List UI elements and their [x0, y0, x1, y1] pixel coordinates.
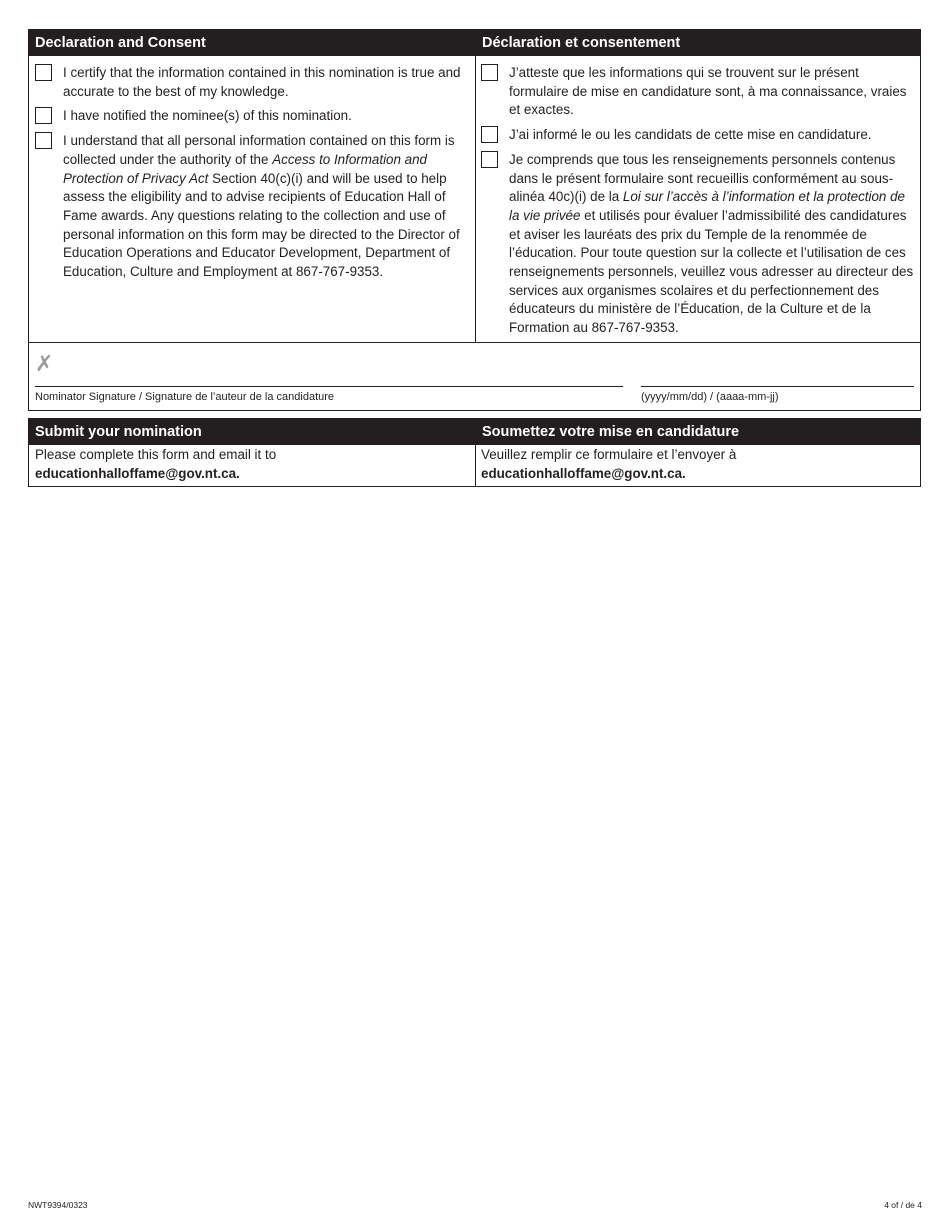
submit-header-fr: Soumettez votre mise en candidature: [476, 419, 921, 445]
submit-section: [28, 418, 921, 487]
submit-en-column: [35, 445, 465, 483]
notified-checkbox-fr[interactable]: [481, 126, 498, 143]
signature-row-divider: [29, 342, 920, 343]
declaration-en-column: [35, 64, 469, 288]
declaration-section: [28, 29, 921, 411]
notified-item-en: [35, 107, 469, 126]
notified-checkbox-en[interactable]: [35, 107, 52, 124]
submit-email-fr[interactable]: educationhalloffame@gov.nt.ca.: [481, 466, 686, 481]
privacy-act-title-fr: Loi sur l’accès à l’information et la protection de la vie privée: [509, 189, 905, 223]
declaration-fr-column: [481, 64, 915, 344]
notified-text-fr: J’ai informé le ou les candidats de cette mise en candidature.: [509, 127, 872, 143]
form-code: NWT9394/0323: [28, 1200, 88, 1210]
submit-email-en[interactable]: educationhalloffame@gov.nt.ca.: [35, 466, 240, 481]
declaration-header-fr: Déclaration et consentement: [476, 30, 921, 56]
notified-item-fr: [481, 126, 915, 145]
column-divider: [475, 30, 476, 342]
declaration-header-en: Declaration and Consent: [29, 30, 475, 56]
privacy-text-fr-post: et utilisés pour évaluer l’admissibilité des candidatures et aviser les lauréats des prix du Temple de la renommée de l’éducation. Pour toute question sur la collecte et l’utilisation de ces renseignements personnels, veuillez vous adresser au directeur des services aux organismes scolaires et du perfectionnement des éducateurs du ministère de l’Éducation, de la Culture et de la Formation au 867-767-9353.: [509, 207, 914, 336]
submit-text-en: Please complete this form and email it to: [35, 447, 277, 462]
notified-text-en: I have notified the nominee(s) of this nomination.: [63, 108, 352, 124]
signature-field[interactable]: [35, 386, 623, 387]
certify-text-fr: J’atteste que les informations qui se trouvent sur le présent formulaire de mise en candidature sont, à ma connaissance, vraies et exactes.: [509, 65, 907, 118]
submit-header-en: Submit your nomination: [29, 419, 475, 445]
certify-text-en: I certify that the information contained in this nomination is true and accurate to the best of my knowledge.: [63, 65, 461, 99]
privacy-item-fr: [481, 151, 915, 338]
page-number: 4 of / de 4: [884, 1200, 922, 1210]
privacy-checkbox-fr[interactable]: [481, 151, 498, 168]
date-label: (yyyy/mm/dd) / (aaaa-mm-jj): [641, 391, 779, 403]
submit-text-fr: Veuillez remplir ce formulaire et l’envoyer à: [481, 447, 737, 462]
privacy-act-title-en: Access to Information and Protection of Privacy Act: [63, 151, 428, 186]
signature-label: Nominator Signature / Signature de l’auteur de la candidature: [35, 391, 335, 403]
privacy-text-en-post: Section 40(c)(i) and will be used to help assess the eligibility and to advise recipients of Education Hall of Fame awards. Any questions relating to the collection and use of personal information on this form may be directed to the Director of Education Operations and Educator Development, Department of Education, Culture and Employment at 867-767-9353.: [63, 170, 460, 280]
privacy-text-fr-pre: Je comprends que tous les renseignements personnels contenus dans le présent formulaire sont recueillis conformément au sous-alinéa 40c)(i) de la: [509, 151, 896, 205]
certify-item-en: [35, 64, 469, 101]
submit-column-divider: [475, 419, 476, 486]
privacy-checkbox-en[interactable]: [35, 132, 52, 149]
privacy-item-en: [35, 132, 469, 282]
privacy-text-en-pre: I understand that all personal information contained on this form is collected under the authority of the: [63, 133, 455, 167]
submit-fr-column: [481, 445, 911, 483]
date-field[interactable]: [641, 386, 914, 387]
certify-item-fr: [481, 64, 915, 120]
certify-checkbox-en[interactable]: [35, 64, 52, 81]
signature-x-mark: ✗: [35, 352, 54, 377]
certify-checkbox-fr[interactable]: [481, 64, 498, 81]
